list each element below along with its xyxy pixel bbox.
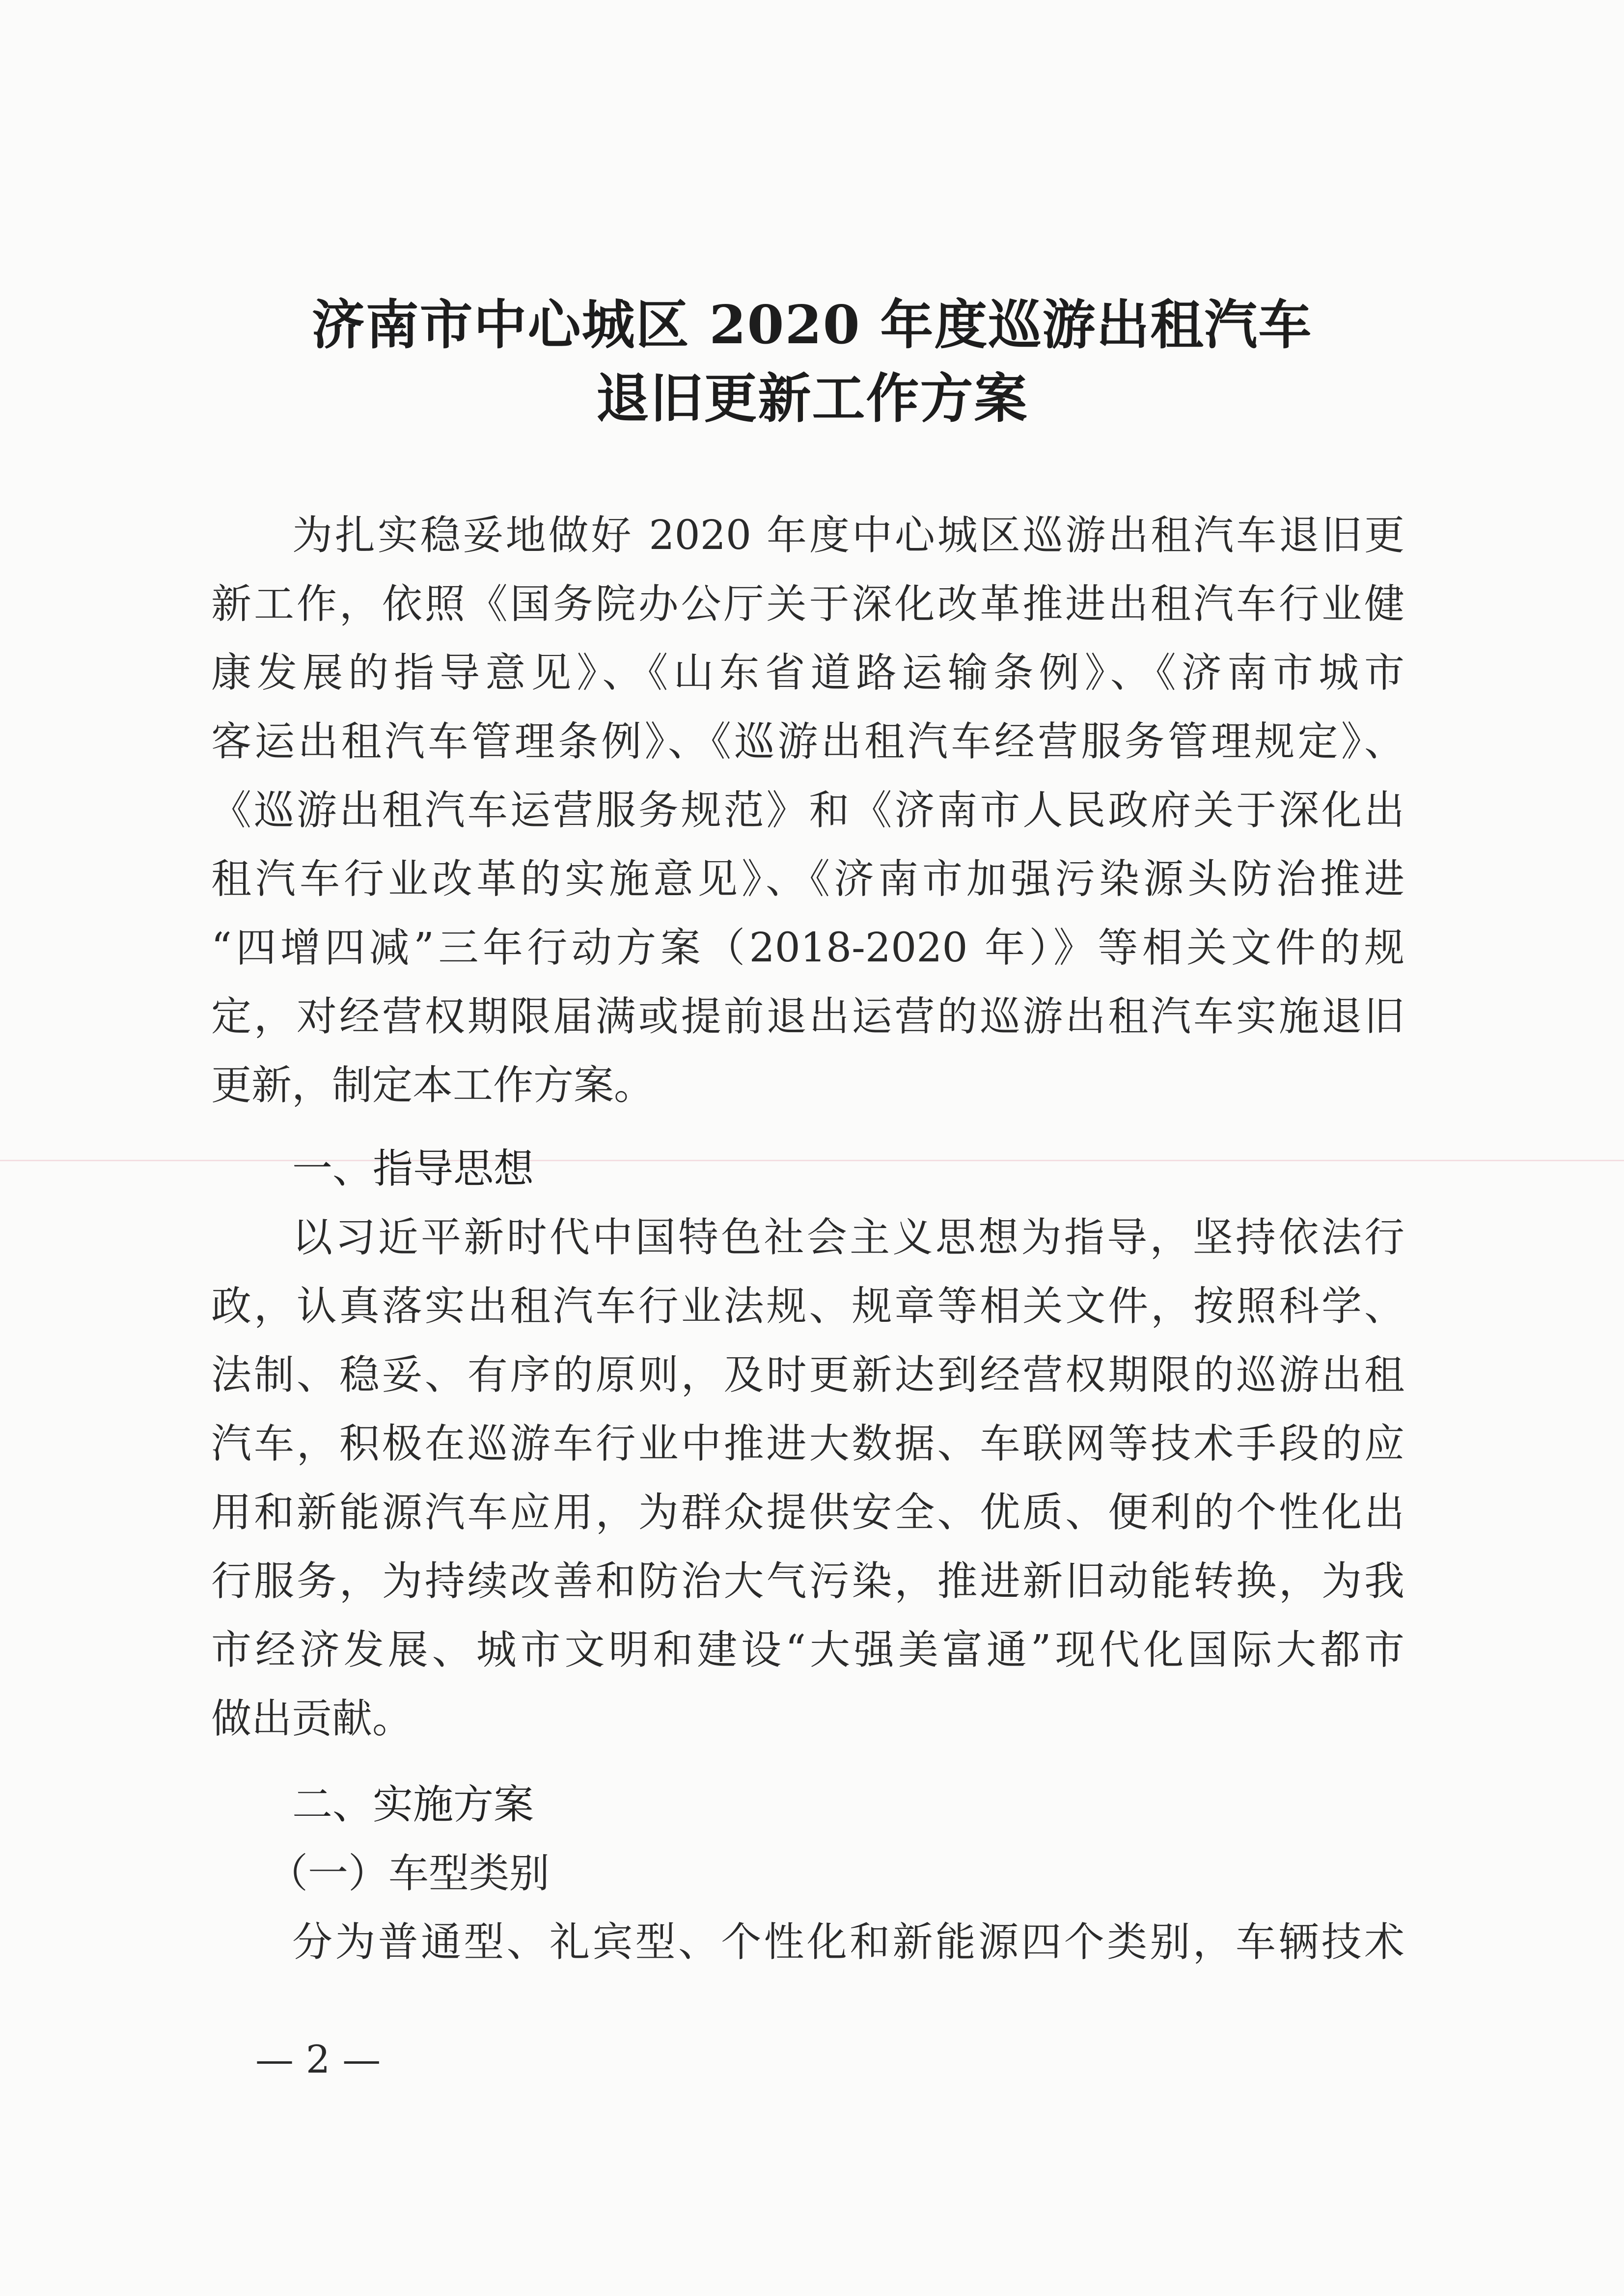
section-heading-implementation-plan: 二、实施方案 (292, 1781, 534, 1828)
section-heading-guiding-ideology: 一、指导思想 (292, 1146, 534, 1192)
section1-paragraph-line: 用和新能源汽车应用，为群众提供安全、优质、便利的个性化出 (211, 1489, 1404, 1536)
intro-paragraph-line: 《巡游出租汽车运营服务规范》和《济南市人民政府关于深化出 (211, 787, 1404, 834)
subsection-heading-vehicle-types: （一）车型类别 (268, 1850, 550, 1897)
section1-paragraph-line: 市经济发展、城市文明和建设“大强美富通”现代化国际大都市 (211, 1627, 1404, 1673)
section1-paragraph-line: 行服务，为持续改善和防治大气污染，推进新旧动能转换，为我 (211, 1558, 1404, 1605)
intro-paragraph-line: 定，对经营权期限届满或提前退出运营的巡游出租汽车实施退旧 (211, 993, 1404, 1040)
section1-paragraph-line: 以习近平新时代中国特色社会主义思想为指导，坚持依法行 (292, 1214, 1404, 1261)
document-title-line-2: 退旧更新工作方案 (596, 368, 1028, 430)
intro-paragraph-line: 康发展的指导意见》、《山东省道路运输条例》、《济南市城市 (211, 650, 1404, 696)
intro-paragraph-line: 新工作，依照《国务院办公厅关于深化改革推进出租汽车行业健 (211, 581, 1404, 628)
document-title-line-1: 济南市中心城区 2020 年度巡游出租汽车 (311, 294, 1313, 356)
intro-paragraph-line: 客运出租汽车管理条例》、《巡游出租汽车经营服务管理规定》、 (211, 718, 1404, 765)
subsection1-paragraph-line: 分为普通型、礼宾型、个性化和新能源四个类别，车辆技术 (292, 1919, 1404, 1966)
section1-paragraph-line: 汽车，积极在巡游车行业中推进大数据、车联网等技术手段的应 (211, 1421, 1404, 1467)
intro-paragraph-line: 租汽车行业改革的实施意见》、《济南市加强污染源头防治推进 (211, 856, 1404, 902)
intro-paragraph-line: 为扎实稳妥地做好 2020 年度中心城区巡游出租汽车退旧更 (292, 512, 1404, 559)
section1-paragraph-line: 政，认真落实出租汽车行业法规、规章等相关文件，按照科学、 (211, 1283, 1404, 1330)
section1-paragraph-line: 做出贡献。 (211, 1695, 413, 1742)
scan-artifact-line (0, 1160, 1624, 1161)
intro-paragraph-line: 更新，制定本工作方案。 (211, 1062, 655, 1109)
intro-paragraph-line: “四增四减”三年行动方案（2018-2020 年）》等相关文件的规 (211, 925, 1404, 971)
section1-paragraph-line: 法制、稳妥、有序的原则，及时更新达到经营权期限的巡游出租 (211, 1352, 1404, 1398)
page-number: — 2 — (255, 2038, 381, 2082)
